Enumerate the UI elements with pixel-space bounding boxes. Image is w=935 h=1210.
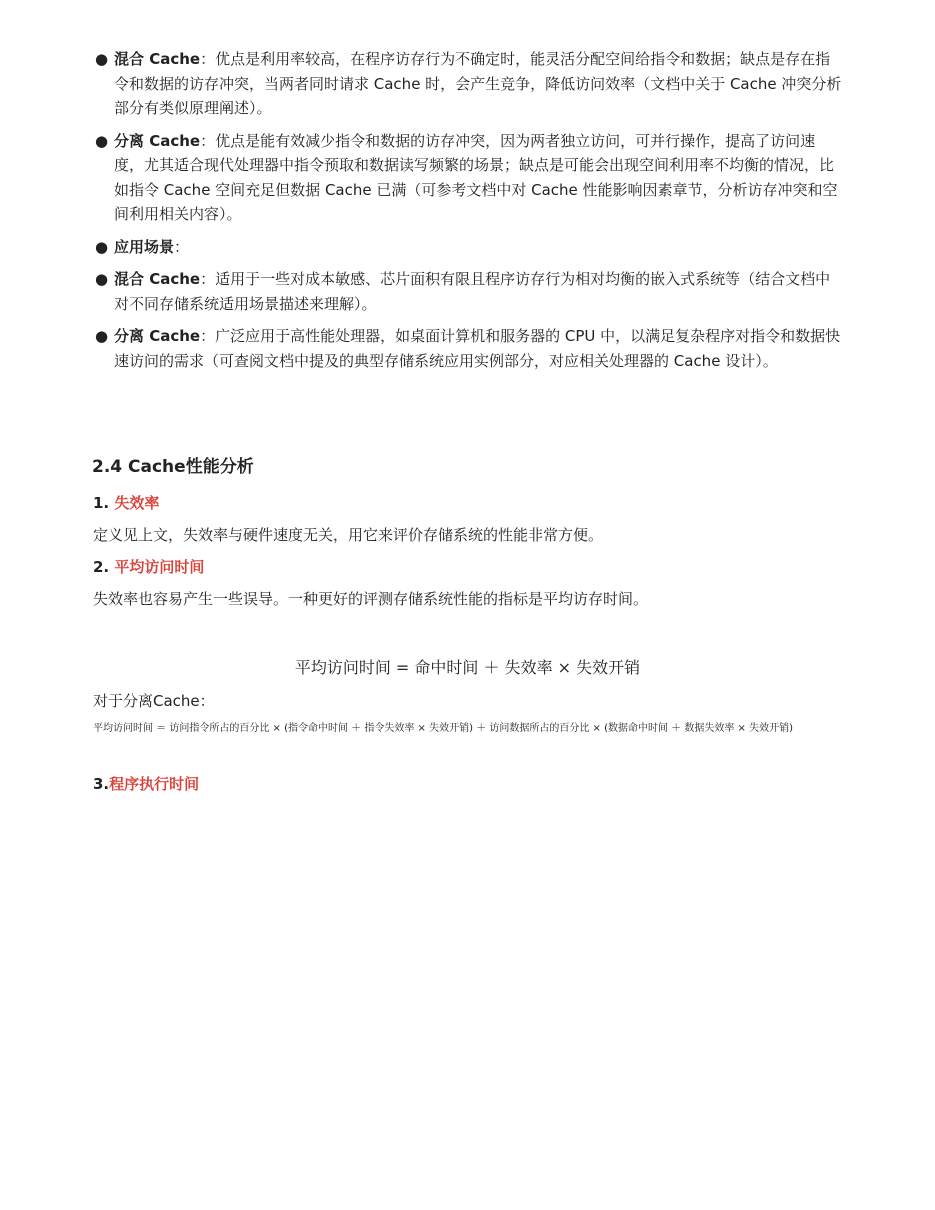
item-title: 程序执行时间 [109, 775, 200, 793]
item-title: 失效率 [114, 494, 160, 512]
list-item [92, 235, 844, 260]
list-item [92, 267, 844, 316]
bullet-dot-icon: ● [95, 50, 109, 68]
item-heading-exec-time [93, 773, 199, 794]
list-item [92, 129, 844, 227]
item-number: 3. [93, 775, 110, 793]
item-heading-avg-access-time [93, 556, 204, 577]
item-heading-miss-rate [93, 492, 159, 513]
bullet-text: ： [174, 237, 190, 256]
bullet-list [92, 47, 844, 381]
bullet-text: ：适用于一些对成本敏感、芯片面积有限且程序访存行为相对均衡的嵌入式系统等（结合文档中对不同存储系统适用场景描述来理解）。 [114, 270, 831, 313]
list-item [92, 47, 844, 121]
bullet-term: 混合 Cache [114, 50, 201, 68]
bullet-term: 分离 Cache [114, 131, 201, 150]
bullet-text: ：优点是能有效减少指令和数据的访存冲突，因为两者独立访问，可并行操作，提高了访问速度，尤其适合现代处理器中指令预取和数据读写频繁的场景；缺点是可能会出现空间利用率不均衡的情况，比如指令 Cache 空间充足但数据 Cache 已满（可参考文档中对 Cache 性能影响因素章节，分析访存冲突和空间利用相关内容）。 [114, 131, 838, 223]
bullet-term: 混合 Cache [114, 270, 201, 288]
formula-split-cache: 平均访问时间 ＝ 访问指令所占的百分比 × (指令命中时间 ＋ 指令失效率 × 失效开销) ＋ 访问数据所占的百分比 × (数据命中时间 ＋ 数据失效率 × 失效开销) [93, 723, 793, 734]
bullet-dot-icon: ● [95, 327, 109, 345]
item-title: 平均访问时间 [114, 558, 205, 576]
split-cache-label: 对于分离Cache： [93, 692, 215, 710]
paragraph: 失效率也容易产生一些误导。一种更好的评测存储系统性能的指标是平均访存时间。 [93, 590, 649, 608]
bullet-dot-icon: ● [95, 237, 109, 256]
bullet-text: ：优点是利用率较高，在程序访存行为不确定时，能灵活分配空间给指令和数据；缺点是存在指令和数据的访存冲突，当两者同时请求 Cache 时，会产生竞争，降低访问效率（文档中关于 Cache 冲突分析部分有类似原理阐述）。 [114, 50, 842, 117]
list-item [92, 324, 844, 373]
item-number: 2. [93, 558, 110, 576]
bullet-term: 应用场景 [114, 237, 175, 256]
bullet-term: 分离 Cache [114, 327, 201, 345]
bullet-text: ：广泛应用于高性能处理器，如桌面计算机和服务器的 CPU 中，以满足复杂程序对指令和数据快速访问的需求（可查阅文档中提及的典型存储系统应用实例部分，对应相关处理器的 Cache 设计）。 [114, 327, 841, 370]
section-heading: 2.4 Cache性能分析 [92, 457, 254, 477]
bullet-dot-icon: ● [95, 131, 109, 150]
bullet-dot-icon: ● [95, 270, 109, 288]
formula-avg-access-time: 平均访问时间 = 命中时间 ＋ 失效率 × 失效开销 [294, 658, 641, 677]
item-number: 1. [93, 494, 110, 512]
paragraph: 定义见上文，失效率与硬件速度无关，用它来评价存储系统的性能非常方便。 [93, 526, 604, 544]
